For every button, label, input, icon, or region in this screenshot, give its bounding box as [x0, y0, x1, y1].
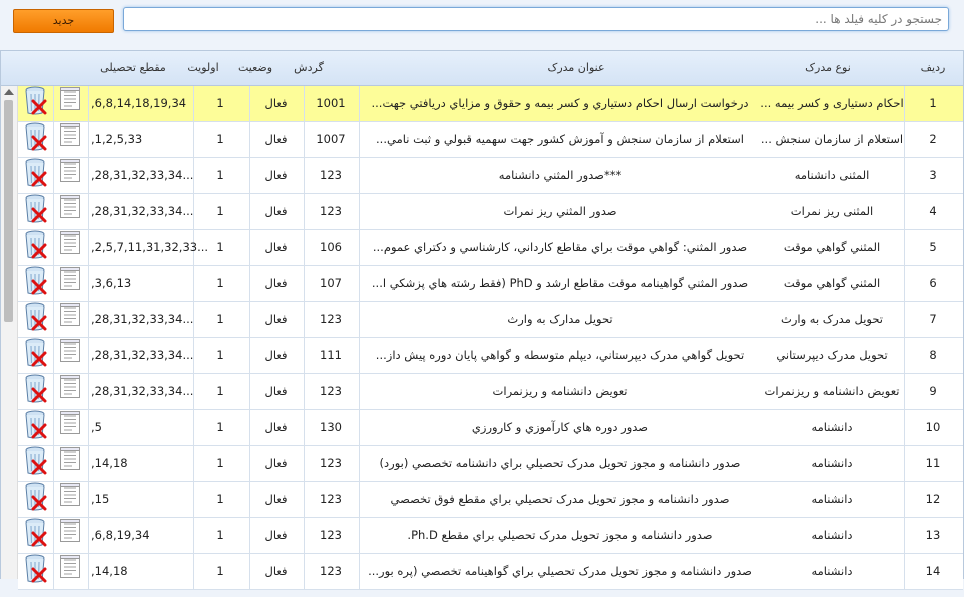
- cell-status: فعال: [264, 456, 288, 470]
- cell-levels: ,5: [91, 420, 102, 434]
- delete-icon[interactable]: [23, 230, 47, 265]
- cell-levels: ,2,5,7,11,31,32,33...: [91, 240, 209, 254]
- column-divider: [904, 266, 905, 301]
- table-row[interactable]: [18, 518, 963, 554]
- delete-icon[interactable]: [23, 338, 47, 373]
- cell-title: درخواست ارسال احکام دستیاري و کسر بيمه و حقوق و مزاياي دريافتي جهت...: [371, 96, 749, 110]
- cell-priority: 1: [216, 168, 224, 182]
- cell-levels: ,3,6,13: [91, 276, 132, 290]
- details-icon[interactable]: [58, 554, 82, 589]
- cell-levels: ,14,18: [91, 456, 128, 470]
- cell-row-number: 7: [929, 312, 937, 326]
- scroll-up-arrow-icon[interactable]: [4, 89, 14, 95]
- cell-levels: ,1,2,5,33: [91, 132, 143, 146]
- table-row[interactable]: [18, 446, 963, 482]
- cell-title: صدور دانشنامه و مجوز تحويل مدرک تحصيلي براي مقطع فوق تخصصي: [390, 492, 730, 506]
- column-divider: [904, 374, 905, 409]
- cell-levels: ,28,31,32,33,34...: [91, 168, 194, 182]
- cell-cycle: 123: [320, 312, 342, 326]
- column-divider: [53, 338, 54, 373]
- details-icon[interactable]: [58, 482, 82, 517]
- cell-cycle: 123: [320, 564, 342, 578]
- cell-priority: 1: [216, 492, 224, 506]
- cell-row-number: 11: [925, 456, 941, 470]
- cell-status: فعال: [264, 132, 288, 146]
- cell-title: صدور المثني گواهينامه موقت مقاطع ارشد و PhD (فقط رشته هاي پزشکي ا...: [371, 276, 749, 290]
- cell-status: فعال: [264, 96, 288, 110]
- table-row[interactable]: [18, 410, 963, 446]
- table-row[interactable]: [18, 122, 963, 158]
- documents-grid: [0, 50, 964, 579]
- cell-type: تعویض دانشنامه و ریزنمرات: [764, 384, 900, 398]
- cell-cycle: 106: [320, 240, 342, 254]
- cell-levels: ,28,31,32,33,34...: [91, 312, 194, 326]
- cell-priority: 1: [216, 96, 224, 110]
- details-icon[interactable]: [58, 410, 82, 445]
- cell-levels: ,28,31,32,33,34...: [91, 204, 194, 218]
- header-levels[interactable]: مقطع تحصیلی: [100, 61, 166, 74]
- delete-icon[interactable]: [23, 158, 47, 193]
- cell-row-number: 1: [929, 96, 937, 110]
- cell-status: فعال: [264, 384, 288, 398]
- cell-status: فعال: [264, 312, 288, 326]
- scroll-thumb[interactable]: [4, 100, 13, 322]
- cell-type: المثني گواهي موقت: [783, 276, 881, 290]
- column-divider: [904, 410, 905, 445]
- cell-type: المثنی دانشنامه: [794, 168, 870, 182]
- cell-type: المثني گواهي موقت: [783, 240, 881, 254]
- cell-row-number: 2: [929, 132, 937, 146]
- column-divider: [53, 302, 54, 337]
- header-priority[interactable]: اولویت: [187, 61, 219, 74]
- details-icon[interactable]: [58, 158, 82, 193]
- cell-type: دانشنامه: [811, 492, 853, 506]
- column-divider: [904, 482, 905, 517]
- cell-priority: 1: [216, 456, 224, 470]
- column-divider: [53, 158, 54, 193]
- cell-cycle: 123: [320, 204, 342, 218]
- details-icon[interactable]: [58, 86, 82, 121]
- cell-status: فعال: [264, 240, 288, 254]
- column-divider: [53, 410, 54, 445]
- table-row[interactable]: [18, 338, 963, 374]
- cell-cycle: 107: [320, 276, 342, 290]
- table-row[interactable]: [18, 554, 963, 590]
- cell-cycle: 123: [320, 384, 342, 398]
- details-icon[interactable]: [58, 122, 82, 157]
- column-divider: [904, 302, 905, 337]
- table-row[interactable]: [18, 482, 963, 518]
- table-row[interactable]: [18, 194, 963, 230]
- cell-row-number: 6: [929, 276, 937, 290]
- cell-cycle: 111: [320, 348, 342, 362]
- header-cycle[interactable]: گردش: [294, 61, 324, 74]
- column-divider: [904, 518, 905, 553]
- cell-priority: 1: [216, 384, 224, 398]
- table-row[interactable]: [18, 86, 963, 122]
- delete-icon[interactable]: [23, 554, 47, 589]
- details-icon[interactable]: [58, 338, 82, 373]
- header-title[interactable]: عنوان مدرک: [547, 61, 605, 74]
- cell-type: دانشنامه: [811, 564, 853, 578]
- cell-title: صدور المثني: گواهي موقت براي مقاطع کارداني، کارشناسي و دکتراي عموم...: [372, 240, 748, 254]
- cell-row-number: 10: [925, 420, 941, 434]
- details-icon[interactable]: [58, 302, 82, 337]
- header-row-number[interactable]: ردیف: [920, 61, 946, 74]
- column-divider: [904, 338, 905, 373]
- cell-priority: 1: [216, 204, 224, 218]
- cell-levels: ,6,8,19,34: [91, 528, 150, 542]
- column-divider: [53, 374, 54, 409]
- cell-cycle: 123: [320, 456, 342, 470]
- details-icon[interactable]: [58, 374, 82, 409]
- cell-cycle: 130: [320, 420, 342, 434]
- cell-priority: 1: [216, 348, 224, 362]
- delete-icon[interactable]: [23, 194, 47, 229]
- delete-icon[interactable]: [23, 518, 47, 553]
- cell-type: استعلام از سازمان سنجش ...: [760, 132, 904, 146]
- cell-row-number: 3: [929, 168, 937, 182]
- cell-title: تحويل گواهي مدرک ديپرستاني، ديپلم متوسطه و گواهي پايان دوره پيش داز...: [375, 348, 745, 362]
- details-icon[interactable]: [58, 518, 82, 553]
- delete-icon[interactable]: [23, 482, 47, 517]
- column-divider: [53, 230, 54, 265]
- header-status[interactable]: وضعیت: [237, 61, 273, 74]
- cell-row-number: 9: [929, 384, 937, 398]
- details-icon[interactable]: [58, 194, 82, 229]
- cell-row-number: 12: [925, 492, 941, 506]
- cell-levels: ,28,31,32,33,34...: [91, 348, 194, 362]
- cell-title: صدور المثني ريز نمرات: [503, 204, 617, 218]
- cell-title: صدور دانشنامه و مجوز تحويل مدرک تحصيلي براي مقطع Ph.D.: [407, 528, 713, 542]
- cell-levels: ,14,18: [91, 564, 128, 578]
- column-divider: [53, 266, 54, 301]
- column-divider: [904, 446, 905, 481]
- cell-row-number: 13: [925, 528, 941, 542]
- cell-priority: 1: [216, 276, 224, 290]
- cell-priority: 1: [216, 528, 224, 542]
- details-icon[interactable]: [58, 446, 82, 481]
- cell-status: فعال: [264, 420, 288, 434]
- cell-type: احکام دستیاری و کسر بیمه ...: [760, 96, 904, 110]
- cell-title: تعويض دانشنامه و ريزنمرات: [492, 384, 628, 398]
- cell-status: فعال: [264, 168, 288, 182]
- grid-rows: [18, 86, 963, 590]
- new-button[interactable]: جدید: [13, 9, 114, 33]
- delete-icon[interactable]: [23, 374, 47, 409]
- cell-status: فعال: [264, 528, 288, 542]
- column-divider: [904, 194, 905, 229]
- column-divider: [53, 86, 54, 121]
- delete-icon[interactable]: [23, 266, 47, 301]
- cell-status: فعال: [264, 276, 288, 290]
- grid-header: [1, 51, 963, 86]
- column-divider: [53, 446, 54, 481]
- cell-type: المثنی ریز نمرات: [790, 204, 874, 218]
- cell-status: فعال: [264, 492, 288, 506]
- cell-title: صدور دانشنامه و مجوز تحويل مدرک تحصيلي براي گواهينامه تخصصي (پره بور...: [368, 564, 752, 578]
- cell-title: صدور دانشنامه و مجوز تحويل مدرک تحصيلي براي دانشنامه تخصصي (بورد): [379, 456, 741, 470]
- cell-status: فعال: [264, 204, 288, 218]
- column-divider: [904, 554, 905, 589]
- cell-title: تحويل مدارک به وارث: [507, 312, 613, 326]
- column-divider: [904, 230, 905, 265]
- table-row[interactable]: [18, 158, 963, 194]
- cell-cycle: 123: [320, 492, 342, 506]
- cell-row-number: 4: [929, 204, 937, 218]
- cell-levels: ,6,8,14,18,19,34: [91, 96, 187, 110]
- table-row[interactable]: [18, 266, 963, 302]
- cell-type: تحويل مدرک ديپرستاني: [776, 348, 888, 362]
- column-divider: [904, 86, 905, 121]
- cell-priority: 1: [216, 420, 224, 434]
- column-divider: [53, 518, 54, 553]
- column-divider: [53, 122, 54, 157]
- cell-row-number: 14: [925, 564, 941, 578]
- cell-cycle: 1001: [316, 96, 346, 110]
- cell-type: دانشنامه: [811, 528, 853, 542]
- cell-status: فعال: [264, 348, 288, 362]
- delete-icon[interactable]: [23, 446, 47, 481]
- header-type[interactable]: نوع مدرک: [805, 61, 851, 74]
- vertical-scrollbar[interactable]: [1, 86, 18, 579]
- column-divider: [53, 482, 54, 517]
- cell-title: ***صدور المثني دانشنامه: [498, 168, 622, 182]
- search-input[interactable]: [123, 7, 949, 31]
- cell-title: صدور دوره هاي كارآموزي و كارورزي: [471, 420, 649, 434]
- details-icon[interactable]: [58, 266, 82, 301]
- toolbar: [0, 0, 964, 48]
- cell-priority: 1: [216, 564, 224, 578]
- delete-icon[interactable]: [23, 302, 47, 337]
- column-divider: [53, 194, 54, 229]
- cell-cycle: 123: [320, 168, 342, 182]
- table-row[interactable]: [18, 302, 963, 338]
- details-icon[interactable]: [58, 230, 82, 265]
- delete-icon[interactable]: [23, 122, 47, 157]
- cell-priority: 1: [216, 240, 224, 254]
- cell-type: دانشنامه: [811, 420, 853, 434]
- cell-row-number: 5: [929, 240, 937, 254]
- cell-row-number: 8: [929, 348, 937, 362]
- column-divider: [904, 122, 905, 157]
- cell-priority: 1: [216, 132, 224, 146]
- cell-type: تحويل مدرک به وارث: [781, 312, 883, 326]
- cell-type: دانشنامه: [811, 456, 853, 470]
- table-row[interactable]: [18, 374, 963, 410]
- delete-icon[interactable]: [23, 86, 47, 121]
- cell-status: فعال: [264, 564, 288, 578]
- cell-title: استعلام از سازمان سنجش و آموزش کشور جهت سهميه قبولي و ثبت نامي...: [376, 132, 744, 146]
- cell-levels: ,15: [91, 492, 110, 506]
- cell-levels: ,28,31,32,33,34...: [91, 384, 194, 398]
- cell-cycle: 1007: [316, 132, 346, 146]
- cell-priority: 1: [216, 312, 224, 326]
- column-divider: [53, 554, 54, 589]
- delete-icon[interactable]: [23, 410, 47, 445]
- column-divider: [904, 158, 905, 193]
- table-row[interactable]: [18, 230, 963, 266]
- cell-cycle: 123: [320, 528, 342, 542]
